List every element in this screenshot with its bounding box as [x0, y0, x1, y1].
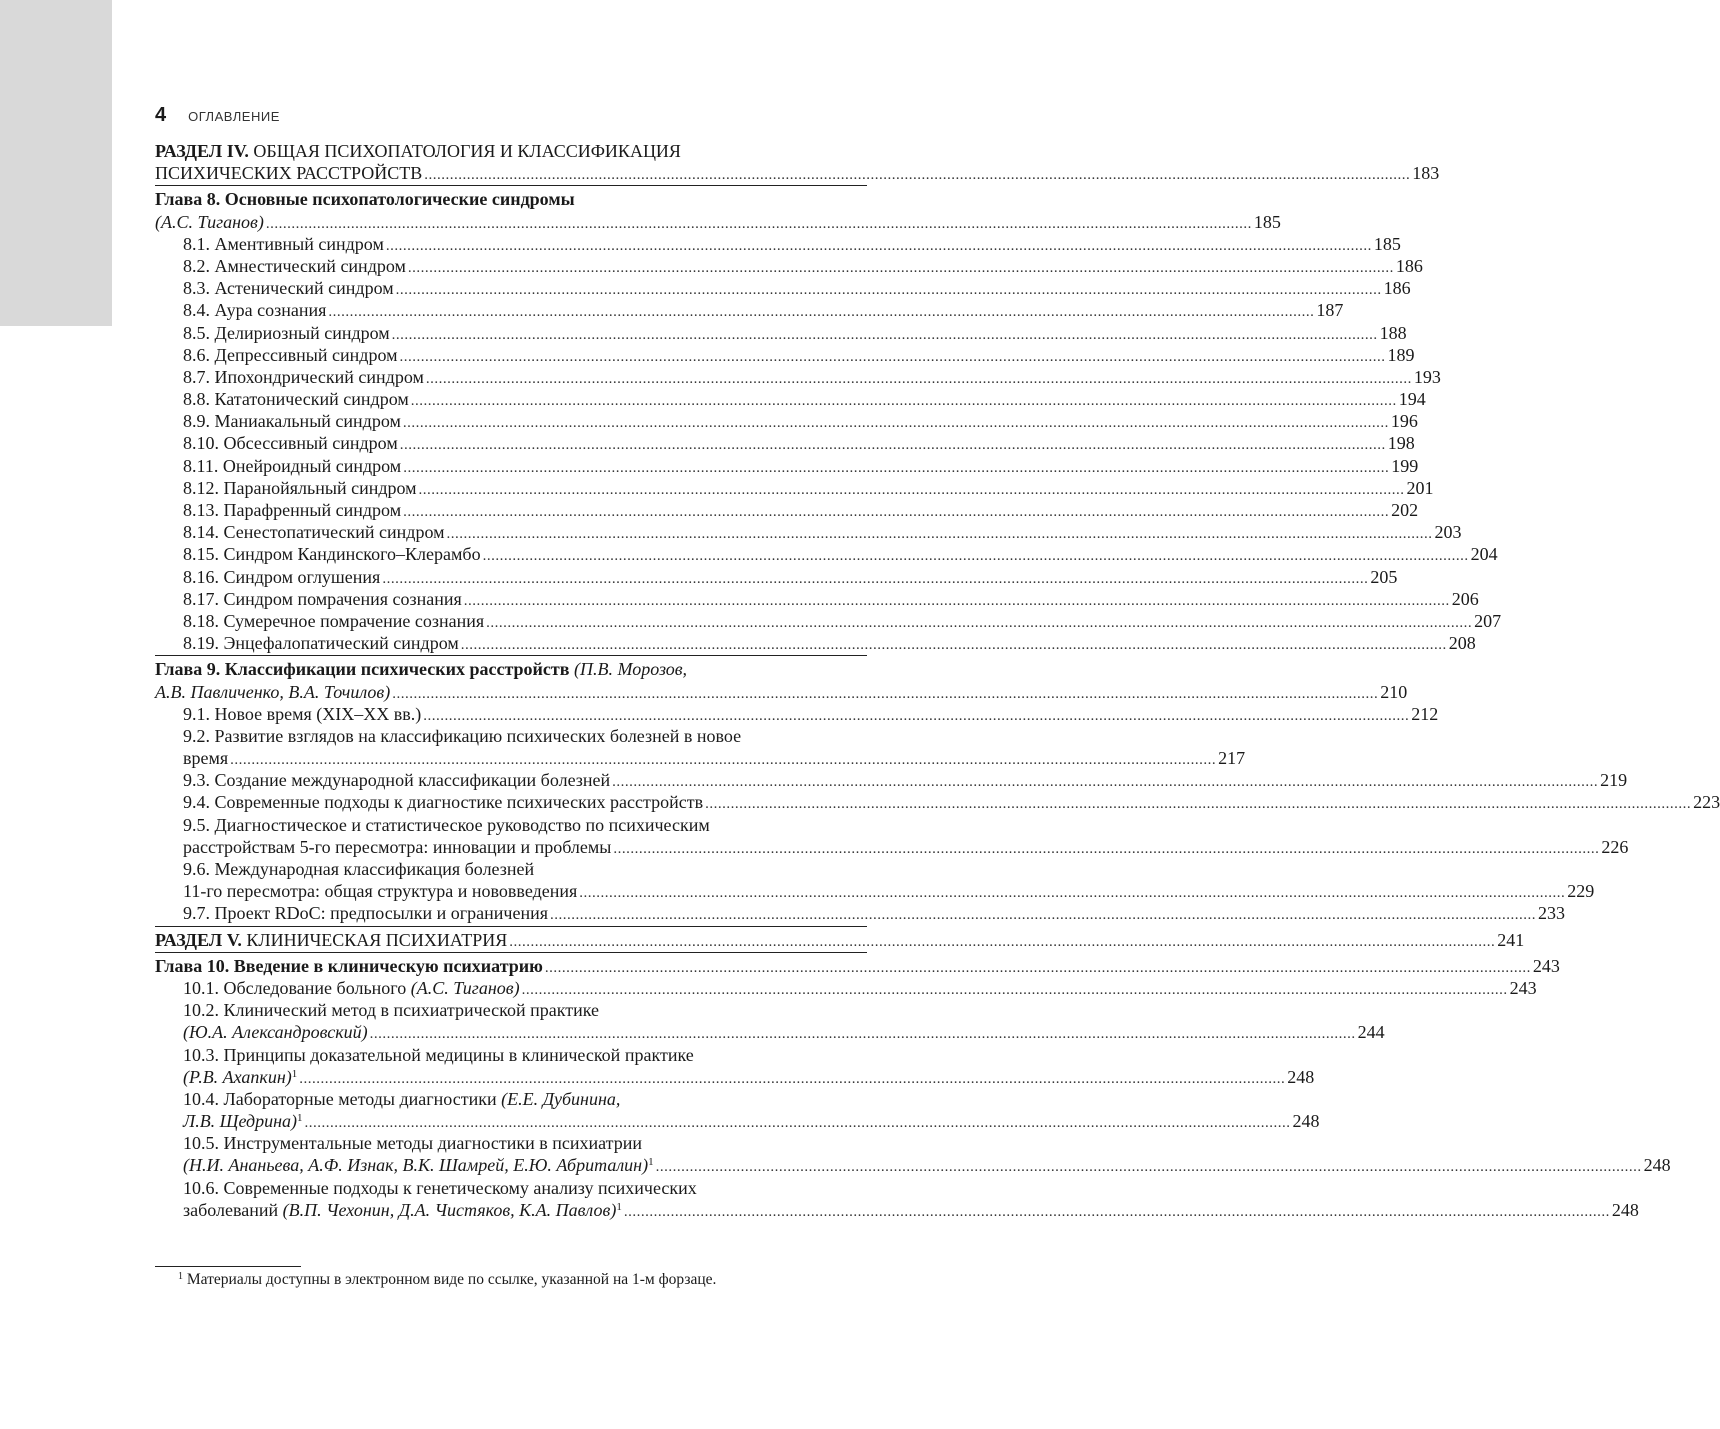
toc-entry[interactable]: 8.9. Маниакальный синдром ..... 196	[155, 410, 867, 432]
toc-entry[interactable]: заболеваний (В.П. Чехонин, Д.А. Чистяков, К.А. Павлов)$^1$ ..... 248	[155, 1199, 867, 1221]
toc-entry[interactable]: (Н.И. Ананьева, А.Ф. Изнак, В.К. Шамрей, Е.Ю. Абриталин)$^1$ ..... 248	[155, 1154, 867, 1176]
toc-entry-line: 10.5. Инструментальные методы диагностики в психиатрии	[183, 1133, 642, 1154]
footnote-mark: 1	[616, 1200, 622, 1213]
running-title: ОГЛАВЛЕНИЕ	[188, 109, 280, 124]
chapter-9-title: Глава 9. Классификации психических расстройств (П.В. Морозов,	[155, 659, 688, 680]
toc-entry[interactable]: 8.12. Паранойяльный синдром ..... 201	[155, 477, 867, 499]
toc-entry[interactable]: 11-го пересмотра: общая структура и нововведения ..... 229	[155, 880, 867, 902]
toc-entry[interactable]: 9.4. Современные подходы к диагностике психических расстройств ..... 223	[155, 791, 867, 813]
toc-entry[interactable]: 10.1. Обследование больного (А.С. Тиганов) ..... 243	[155, 977, 867, 999]
chapter-8-title: Глава 8. Основные психопатологические синдромы	[155, 189, 575, 210]
toc-entry[interactable]: 9.7. Проект RDoC: предпосылки и ограничения ..... 233	[155, 902, 867, 924]
toc-entry[interactable]: 8.2. Амнестический синдром ..... 186	[155, 255, 867, 277]
toc-entry-line: 9.6. Международная классификация болезней	[183, 859, 535, 879]
toc-entry[interactable]: 8.16. Синдром оглушения ..... 205	[155, 566, 867, 588]
toc-entry[interactable]: 8.17. Синдром помрачения сознания ..... 206	[155, 588, 867, 610]
footnote-mark: 1	[648, 1156, 654, 1169]
toc-entry[interactable]: 8.18. Сумеречное помрачение сознания ..... 207	[155, 610, 867, 632]
footnote-mark: 1	[178, 1271, 183, 1282]
toc-entry[interactable]: 8.4. Аура сознания ..... 187	[155, 299, 867, 321]
toc-entry[interactable]: 8.5. Делириозный синдром ..... 188	[155, 322, 867, 344]
toc-entry-line: 9.5. Диагностическое и статистическое руководство по психическим	[183, 814, 710, 835]
page-edge-band	[0, 0, 112, 326]
page-ref: 183	[1412, 163, 1440, 184]
toc-entry[interactable]: Л.В. Щедрина)$^1$ ..... 248	[155, 1110, 867, 1132]
toc-entry[interactable]: 8.1. Аментивный синдром ..... 185	[155, 233, 867, 255]
toc-entry-line: 10.6. Современные подходы к генетическому анализу психических	[183, 1177, 697, 1198]
toc-entry[interactable]: расстройствам 5-го пересмотра: инновации и проблемы ..... 226	[155, 836, 867, 858]
toc-entry-line: 10.4. Лабораторные методы диагностики (Е.Е. Дубинина,	[183, 1088, 621, 1109]
page-header	[155, 104, 280, 127]
page-number: 4	[155, 104, 167, 126]
toc-entry-chapter-10[interactable]: Глава 10. Введение в клиническую психиатрию ..... 243	[155, 955, 867, 977]
toc-entry[interactable]: 8.10. Обсессивный синдром ..... 198	[155, 432, 867, 454]
toc-entry[interactable]: 8.6. Депрессивный синдром ..... 189	[155, 344, 867, 366]
footnote-divider	[155, 1266, 301, 1267]
toc-entry-section-v[interactable]: РАЗДЕЛ V. КЛИНИЧЕСКАЯ ПСИХИАТРИЯ ..... 241	[155, 929, 867, 951]
toc-entry-line: 10.3. Принципы доказательной медицины в клинической практике	[183, 1044, 694, 1065]
toc-entry-line: 9.2. Развитие взглядов на классификацию психических болезней в новое	[183, 725, 742, 746]
toc-entry[interactable]: время ..... 217	[155, 747, 867, 769]
toc-entry[interactable]: 8.11. Онейроидный синдром ..... 199	[155, 455, 867, 477]
toc-entry[interactable]: 8.8. Кататонический синдром ..... 194	[155, 388, 867, 410]
toc-entry[interactable]: (Р.В. Ахапкин)$^1$ ..... 248	[155, 1066, 867, 1088]
toc-entry-chapter-9[interactable]: А.В. Павличенко, В.А. Точилов) ..... 210	[155, 681, 867, 703]
footnote-mark: 1	[291, 1067, 298, 1080]
toc-entry-line: 10.2. Клинический метод в психиатрической практике	[183, 1000, 600, 1021]
footnote: $^1$ Материалы доступны в электронном виде по ссылке, указанной на 1-м форзаце.	[178, 1271, 717, 1288]
toc-entry-section-iv[interactable]: ПСИХИЧЕСКИХ РАССТРОЙСТВ ..... 183	[155, 162, 867, 184]
toc-entry[interactable]: 8.3. Астенический синдром ..... 186	[155, 277, 867, 299]
section-iv-title-line1: РАЗДЕЛ IV. ОБЩАЯ ПСИХОПАТОЛОГИЯ И КЛАССИФИКАЦИЯ	[155, 141, 681, 161]
toc-entry[interactable]: 8.7. Ипохондрический синдром ..... 193	[155, 366, 867, 388]
toc-entry-chapter-8[interactable]: (А.С. Тиганов) ..... 185	[155, 211, 867, 233]
toc-entry[interactable]: 8.14. Сенестопатический синдром ..... 203	[155, 521, 867, 543]
toc-entry[interactable]: 8.19. Энцефалопатический синдром ..... 208	[155, 632, 867, 654]
toc-entry[interactable]: 9.3. Создание международной классификации болезней ..... 219	[155, 769, 867, 791]
toc-entry[interactable]: 9.1. Новое время (XIX–XX вв.) ..... 212	[155, 703, 867, 725]
footnote-mark: 1	[297, 1112, 303, 1125]
table-of-contents	[155, 140, 1720, 1221]
toc-entry[interactable]: (Ю.А. Александровский) ..... 244	[155, 1021, 867, 1043]
toc-entry[interactable]: 8.13. Парафренный синдром ..... 202	[155, 499, 867, 521]
toc-entry[interactable]: 8.15. Синдром Кандинского–Клерамбо ..... 204	[155, 543, 867, 565]
